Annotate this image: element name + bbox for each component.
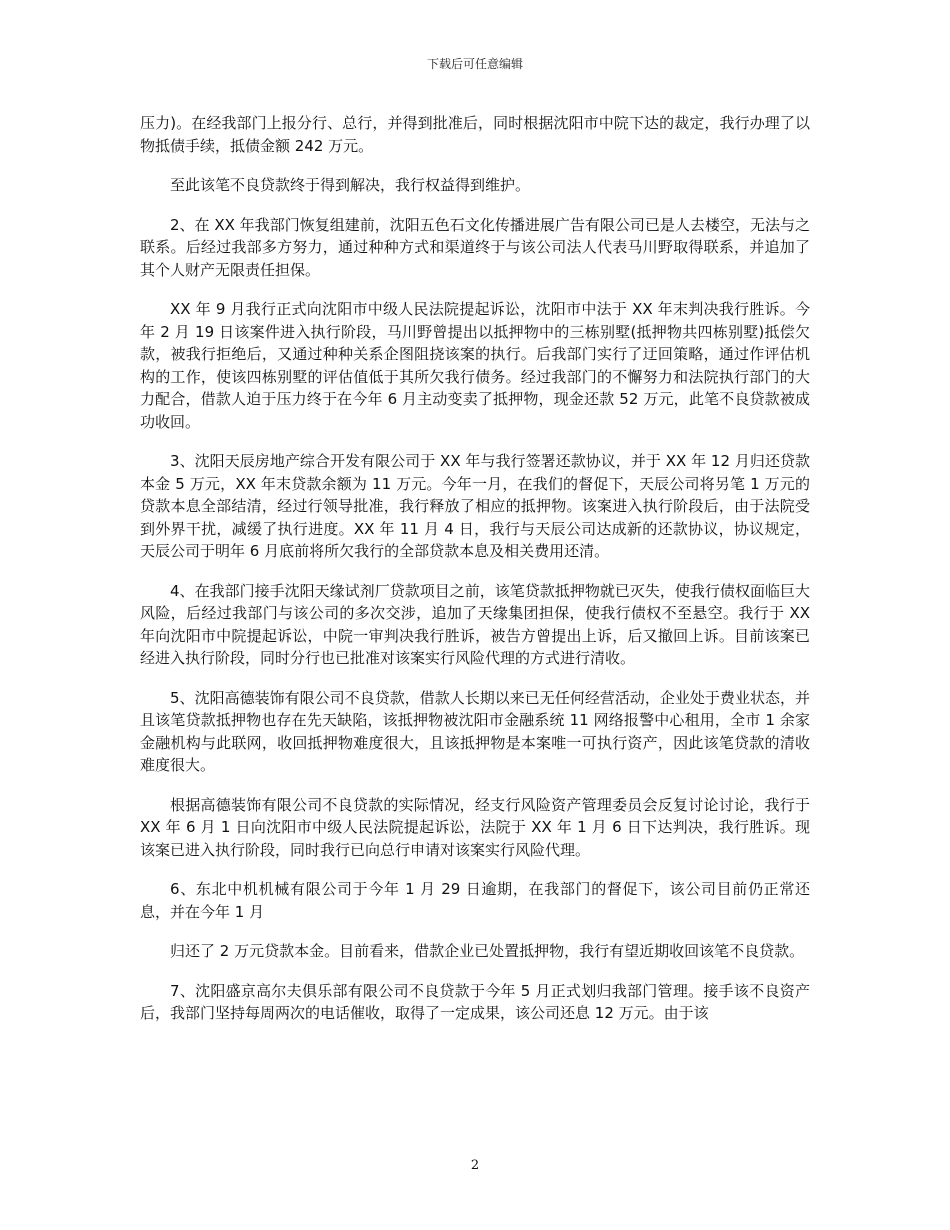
paragraph-2: 至此该笔不良贷款终于得到解决，我行权益得到维护。 xyxy=(170,176,531,194)
paragraph-7: 5、沈阳高德装饰有限公司不良贷款，借款人长期以来已无任何经营活动，企业处于费业状态，并且该笔贷款抵押物也存在先天缺陷，该抵押物被沈阳市金融系统 11 网络报警中心租用，全市 1 余家金融机构与此联网，收回抵押物难度很大，且该抵押物是本案唯一可执行资产，因此该笔贷款的清收难度很大。 xyxy=(140,688,810,774)
page-number: 2 xyxy=(470,1158,480,1173)
paragraph-11: 7、沈阳盛京高尔夫俱乐部有限公司不良贷款于今年 5 月正式划归我部门管理。接手该不良资产后，我部门坚持每周两次的电话催收，取得了一定成果，该公司还息 12 万元。由于该 xyxy=(140,981,810,1022)
paragraph-9: 6、东北中机机械有限公司于今年 1 月 29 日逾期，在我部门的督促下，该公司目前仍正常还息，并在今年 1 月 xyxy=(140,880,810,921)
paragraph-8: 根据高德装饰有限公司不良贷款的实际情况，经支行风险资产管理委员会反复讨论讨论，我行于 XX 年 6 月 1 日向沈阳市中级人民法院提起诉讼，法院于 XX 年 1 月 6 日下达判决，我行胜诉。现该案已进入执行阶段，同时我行已向总行申请对该案实行风险代理。 xyxy=(140,795,810,859)
document-body xyxy=(140,112,810,1042)
paragraph-5: 3、沈阳天辰房地产综合开发有限公司于 XX 年与我行签署还款协议，并于 XX 年 12 月归还贷款本金 5 万元，XX 年末贷款余额为 11 万元。今年一月，在我们的督促下，天辰公司将另笔 1 万元的贷款本息全部结清，经过行领导批准，我行释放了相应的抵押物。该案进入执行阶段后，由于法院受到外界干扰，减缓了执行进度。XX 年 11 月 4 日，我行与天辰公司达成新的还款协议，协议规定，天辰公司于明年 6 月底前将所欠我行的全部贷款本息及相关费用还清。 xyxy=(140,452,810,560)
paragraph-1: 压力)。在经我部门上报分行、总行，并得到批准后，同时根据沈阳市中院下达的裁定，我行办理了以物抵债手续，抵债金额 242 万元。 xyxy=(140,114,810,155)
page-header: 下载后可任意编辑 xyxy=(426,57,523,71)
paragraph-10: 归还了 2 万元贷款本金。目前看来，借款企业已处置抵押物，我行有望近期收回该笔不良贷款。 xyxy=(170,942,805,960)
paragraph-3: 2、在 XX 年我部门恢复组建前，沈阳五色石文化传播进展广告有限公司已是人去楼空，无法与之联系。后经过我部多方努力，通过种种方式和渠道终于与该公司法人代表马川野取得联系，并追加了其个人财产无限责任担保。 xyxy=(140,215,810,279)
paragraph-4: XX 年 9 月我行正式向沈阳市中级人民法院提起诉讼，沈阳市中法于 XX 年末判决我行胜诉。今年 2 月 19 日该案件进入执行阶段，马川野曾提出以抵押物中的三栋别墅(抵押物共四栋别墅)抵偿欠款，被我行拒绝后，又通过种种关系企图阻挠该案的执行。后我部门实行了迂回策略，通过作评估机构的工作，使该四栋别墅的评估值低于其所欠我行债务。经过我部门的不懈努力和法院执行部门的大力配合，借款人迫于压力终于在今年 6 月主动变卖了抵押物，现金还款 52 万元，此笔不良贷款被成功收回。 xyxy=(140,300,810,431)
paragraph-6: 4、在我部门接手沈阳天缘试剂厂贷款项目之前，该笔贷款抵押物就已灭失，使我行债权面临巨大风险，后经过我部门与该公司的多次交涉，追加了天缘集团担保，使我行债权不至悬空。我行于 XX 年向沈阳市中院提起诉讼，中院一审判决我行胜诉，被告方曾提出上诉，后又撤回上诉。目前该案已经进入执行阶段，同时分行也已批准对该案实行风险代理的方式进行清收。 xyxy=(140,581,810,667)
